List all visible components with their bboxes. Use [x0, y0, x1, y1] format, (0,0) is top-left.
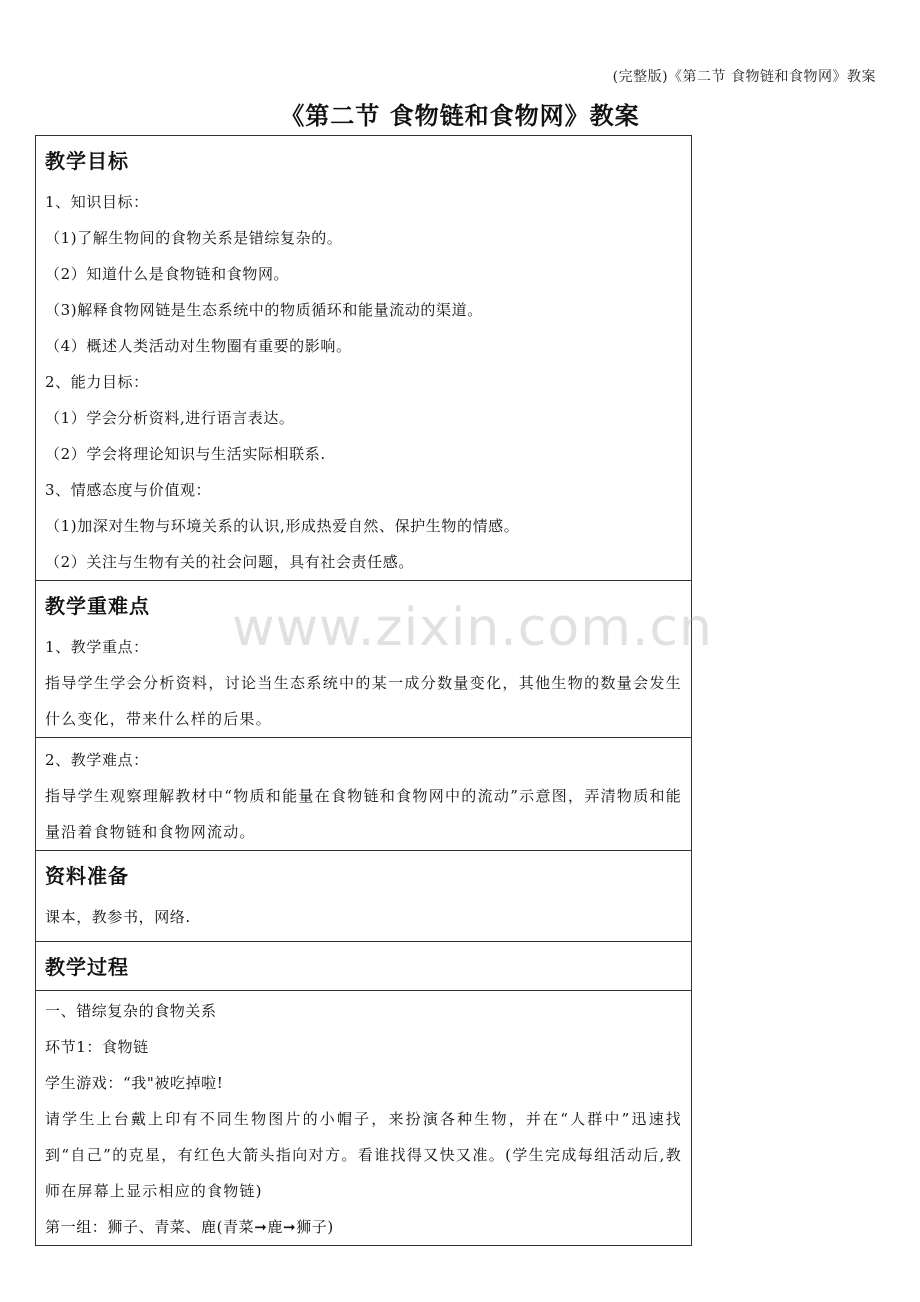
section-materials [36, 851, 691, 942]
objective-line: （1)加深对生物与环境关系的认识,形成热爱自然、保护生物的情感。 [45, 517, 520, 535]
section-process-body [36, 991, 691, 1245]
section-heading: 教学目标 [45, 149, 129, 173]
process-line: 第一组：狮子、青菜、鹿(青菜➞鹿➞狮子) [45, 1218, 334, 1236]
section-objectives [36, 136, 691, 581]
objective-line: （2）知道什么是食物链和食物网。 [45, 265, 290, 283]
process-line: 环节1：食物链 [45, 1038, 149, 1056]
difficult-point-text: 指导学生观察理解教材中“物质和能量在食物链和食物网中的流动”示意图，弄清物质和能量沿着食物链和食物网流动。 [45, 787, 682, 841]
watermark: www.zixin.com.cn [232, 598, 713, 658]
section-heading: 教学重难点 [45, 594, 150, 618]
difficult-point-label: 2、教学难点： [45, 751, 149, 769]
objective-line: （4）概述人类活动对生物圈有重要的影响。 [45, 337, 352, 355]
section-process-heading [36, 942, 691, 991]
objective-line: 1、知识目标： [45, 193, 149, 211]
objective-line: （2）学会将理论知识与生活实际相联系. [45, 445, 326, 463]
header-note: (完整版)《第二节 食物链和食物网》教案 [612, 69, 876, 85]
process-line: 学生游戏：“我"被吃掉啦! [45, 1074, 224, 1092]
document-title: 《第二节 食物链和食物网》教案 [280, 102, 640, 130]
objective-line: 3、情感态度与价值观： [45, 481, 212, 499]
section-key-points [36, 581, 691, 738]
section-difficult-points [36, 738, 691, 851]
section-heading: 教学过程 [45, 955, 129, 979]
objective-line: （1）学会分析资料,进行语言表达。 [45, 409, 295, 427]
lesson-plan-table [35, 135, 692, 1246]
key-point-label: 1、教学重点： [45, 638, 149, 656]
objective-line: 2、能力目标： [45, 373, 149, 391]
objective-line: （1)了解生物间的食物关系是错综复杂的。 [45, 229, 343, 247]
materials-text: 课本，教参书，网络. [45, 908, 191, 926]
process-paragraph: 请学生上台戴上印有不同生物图片的小帽子，来扮演各种生物，并在“人群中”迅速找到“自己”的克星，有红色大箭头指向对方。看谁找得又快又准。(学生完成每组活动后,教师在屏幕上显示相应的食物链) [45, 1110, 682, 1200]
objective-line: （3)解释食物网链是生态系统中的物质循环和能量流动的渠道。 [45, 301, 483, 319]
section-heading: 资料准备 [45, 864, 129, 888]
process-line: 一、错综复杂的食物关系 [45, 1002, 217, 1020]
objective-line: （2）关注与生物有关的社会问题，具有社会责任感。 [45, 553, 414, 571]
key-point-text: 指导学生学会分析资料，讨论当生态系统中的某一成分数量变化，其他生物的数量会发生什么变化，带来什么样的后果。 [45, 674, 682, 728]
